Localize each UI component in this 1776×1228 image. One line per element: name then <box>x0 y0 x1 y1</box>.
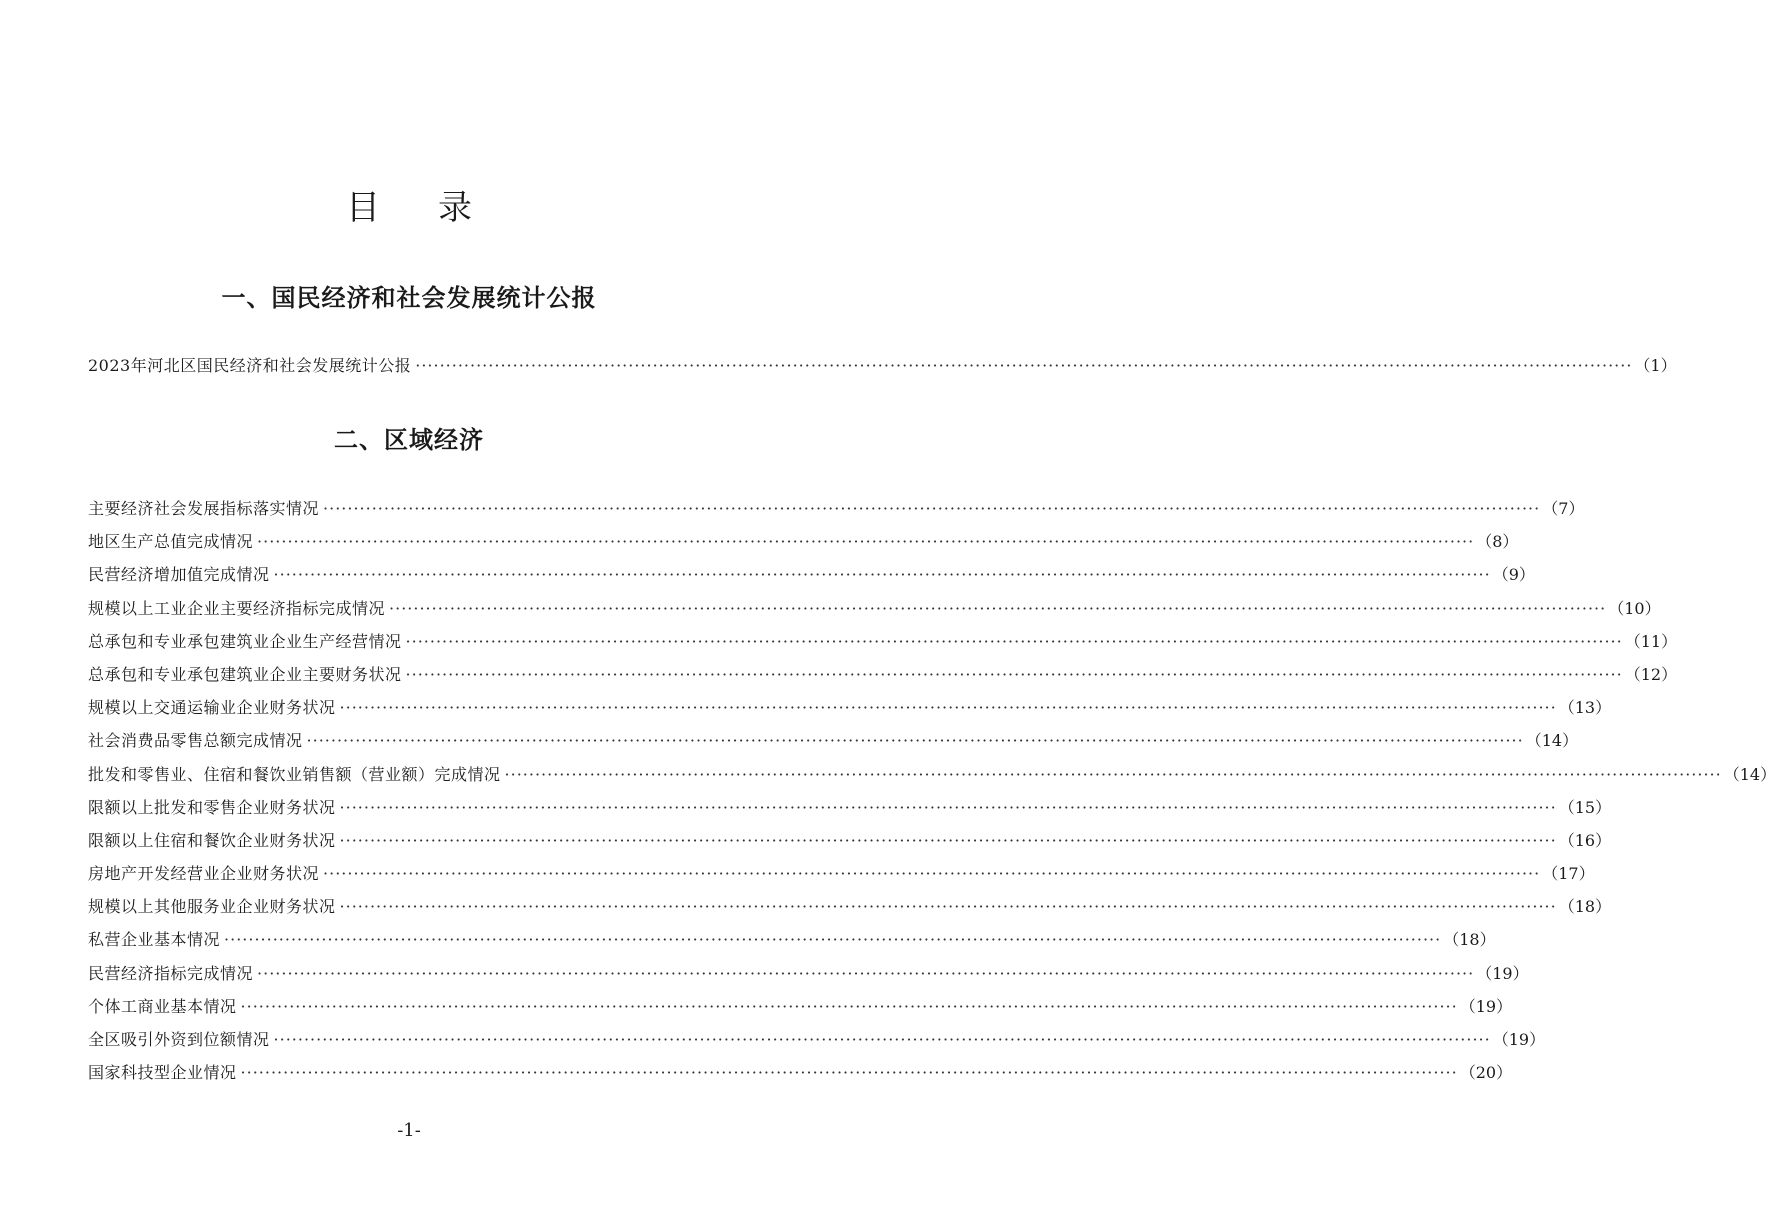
toc-entry-label: 总承包和专业承包建筑业企业主要财务状况 <box>88 664 402 684</box>
leader-dots: ········································································································································································································ <box>323 864 1541 884</box>
toc-entry[interactable] <box>88 349 1677 382</box>
toc-entry-page: （20） <box>1459 1063 1513 1083</box>
toc-entry-page: （10） <box>1608 598 1661 618</box>
toc-entry-page: （18） <box>1558 897 1612 917</box>
toc-entry-page: （13） <box>1558 698 1612 718</box>
toc-entry-page: （18） <box>1443 930 1496 950</box>
leader-dots: ········································································································································································································ <box>240 996 1458 1016</box>
toc-entry-label: 限额以上批发和零售企业财务状况 <box>88 797 336 817</box>
toc-entry-label: 私营企业基本情况 <box>88 930 221 950</box>
leader-dots: ········································································································································································································ <box>224 930 1442 950</box>
toc-entry[interactable] <box>88 824 1612 857</box>
toc-entry-page: （11） <box>1624 631 1678 651</box>
toc-entry[interactable] <box>88 625 1678 658</box>
leader-dots: ········································································································································································································ <box>257 532 1475 552</box>
leader-dots: ········································································································································································································ <box>339 897 1557 917</box>
leader-dots: ········································································································································································································ <box>389 598 1607 618</box>
toc-entry[interactable] <box>88 923 1496 956</box>
leader-dots: ········································································································································································································ <box>240 1063 1458 1083</box>
toc-entry-label: 民营经济增加值完成情况 <box>88 565 270 585</box>
toc-entry-page: （14） <box>1723 764 1776 784</box>
toc-entry[interactable] <box>88 890 1612 923</box>
toc-entry[interactable] <box>88 1023 1546 1056</box>
leader-dots: ········································································································································································································ <box>323 499 1541 518</box>
toc-entry-page: （8） <box>1476 532 1519 552</box>
toc-list-section-1 <box>88 349 1677 382</box>
toc-entry-page: （14） <box>1525 731 1579 751</box>
toc-entry-label: 个体工商业基本情况 <box>88 996 237 1016</box>
toc-entry-label: 地区生产总值完成情况 <box>88 532 254 552</box>
toc-entry[interactable] <box>88 592 1661 625</box>
footer-page-number: -1- <box>397 1120 421 1141</box>
toc-entry[interactable] <box>88 1056 1513 1089</box>
toc-entry[interactable] <box>88 857 1595 890</box>
leader-dots: ········································································································································································································ <box>306 731 1524 751</box>
toc-entry[interactable] <box>88 758 1776 791</box>
toc-entry[interactable] <box>88 724 1579 757</box>
toc-entry-label: 总承包和专业承包建筑业企业生产经营情况 <box>88 631 402 651</box>
toc-entry-page: （9） <box>1492 565 1535 585</box>
toc-entry-page: （17） <box>1542 864 1595 884</box>
leader-dots: ········································································································································································································ <box>415 356 1633 375</box>
leader-dots: ········································································································································································································ <box>405 664 1623 684</box>
toc-entry-page: （7） <box>1542 499 1585 518</box>
toc-entry[interactable] <box>88 957 1529 990</box>
toc-entry-label: 规模以上工业企业主要经济指标完成情况 <box>88 598 386 618</box>
toc-entry-label: 批发和零售业、住宿和餐饮业销售额（营业额）完成情况 <box>88 764 501 784</box>
leader-dots: ········································································································································································································ <box>504 764 1722 784</box>
section-heading-2: 二、区域经济 <box>334 426 484 454</box>
leader-dots: ········································································································································································································ <box>339 797 1557 817</box>
toc-entry[interactable] <box>88 658 1678 691</box>
toc-list-section-2 <box>88 492 1776 1089</box>
toc-entry[interactable] <box>88 525 1519 558</box>
toc-entry-page: （15） <box>1558 797 1612 817</box>
toc-entry-label: 限额以上住宿和餐饮企业财务状况 <box>88 830 336 850</box>
toc-entry-label: 规模以上其他服务业企业财务状况 <box>88 897 336 917</box>
leader-dots: ········································································································································································································ <box>257 963 1475 983</box>
toc-entry-label: 规模以上交通运输业企业财务状况 <box>88 698 336 718</box>
toc-entry-page: （19） <box>1492 1030 1546 1049</box>
leader-dots: ········································································································································································································ <box>339 698 1557 718</box>
toc-entry-page: （12） <box>1624 664 1678 684</box>
leader-dots: ········································································································································································································ <box>405 631 1623 651</box>
toc-entry-label: 社会消费品零售总额完成情况 <box>88 731 303 751</box>
toc-entry-label: 民营经济指标完成情况 <box>88 963 254 983</box>
toc-entry[interactable] <box>88 791 1612 824</box>
toc-entry[interactable] <box>88 990 1513 1023</box>
toc-entry-page: （19） <box>1459 996 1513 1016</box>
toc-entry-label: 2023年河北区国民经济和社会发展统计公报 <box>88 356 412 375</box>
section-heading-1: 一、国民经济和社会发展统计公报 <box>221 284 597 312</box>
toc-entry-page: （1） <box>1634 356 1677 375</box>
toc-entry[interactable] <box>88 558 1535 591</box>
toc-entry-label: 国家科技型企业情况 <box>88 1063 237 1083</box>
toc-entry[interactable] <box>88 691 1612 724</box>
toc-entry-page: （16） <box>1558 830 1612 850</box>
toc-entry-page: （19） <box>1476 963 1529 983</box>
toc-entry[interactable] <box>88 492 1585 525</box>
leader-dots: ········································································································································································································ <box>339 830 1557 850</box>
toc-entry-label: 主要经济社会发展指标落实情况 <box>88 499 320 518</box>
toc-entry-label: 全区吸引外资到位额情况 <box>88 1030 270 1049</box>
page-title: 目录 <box>346 188 530 228</box>
leader-dots: ········································································································································································································ <box>273 565 1491 585</box>
leader-dots: ········································································································································································································ <box>273 1030 1491 1049</box>
toc-entry-label: 房地产开发经营业企业财务状况 <box>88 864 320 884</box>
